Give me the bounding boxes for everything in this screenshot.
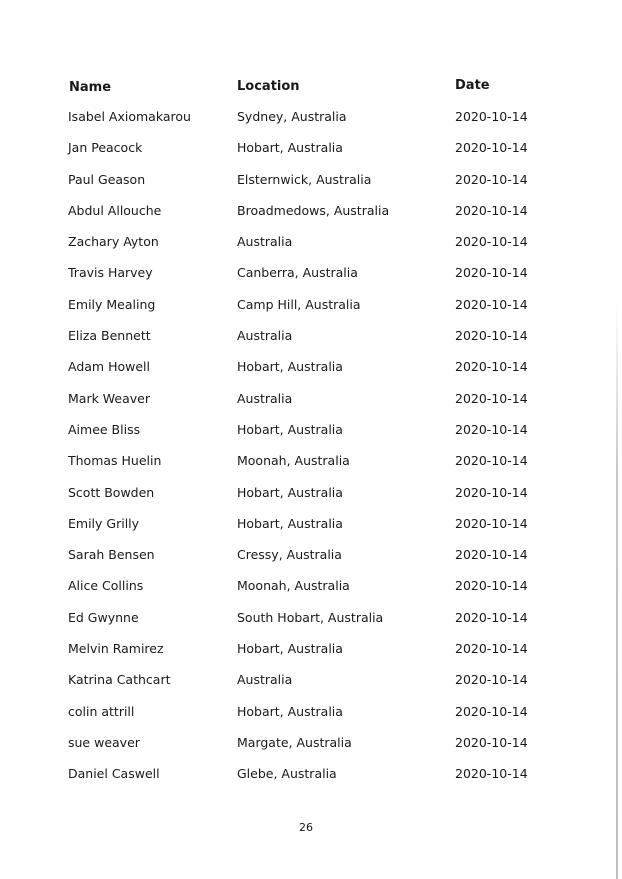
cell-name: Mark Weaver — [68, 390, 151, 406]
cell-name: Emily Mealing — [68, 296, 156, 312]
cell-location: Australia — [237, 672, 293, 688]
table-row — [0, 484, 622, 515]
cell-date: 2020-10-14 — [455, 328, 528, 344]
cell-date: 2020-10-14 — [455, 641, 528, 657]
cell-location: Broadmedows, Australia — [237, 202, 390, 218]
cell-location: Cressy, Australia — [237, 547, 342, 563]
cell-location: Elsternwick, Australia — [237, 171, 372, 187]
table-row — [0, 546, 622, 577]
table-row — [0, 233, 622, 264]
cell-location: Hobart, Australia — [237, 359, 343, 375]
cell-date: 2020-10-14 — [455, 484, 528, 500]
table-row — [0, 577, 622, 608]
table-row — [0, 171, 622, 202]
cell-location: Hobart, Australia — [237, 515, 343, 531]
cell-date: 2020-10-14 — [455, 421, 528, 437]
cell-date: 2020-10-14 — [455, 703, 528, 719]
cell-location: Margate, Australia — [237, 734, 352, 750]
table-row — [0, 139, 622, 170]
cell-name: Sarah Bensen — [68, 547, 155, 563]
cell-location: Hobart, Australia — [237, 421, 343, 437]
column-header-date: Date — [455, 78, 490, 93]
cell-name: colin attrill — [68, 703, 135, 719]
table-row — [0, 421, 622, 452]
cell-date: 2020-10-14 — [455, 390, 528, 406]
cell-location: South Hobart, Australia — [237, 609, 384, 625]
cell-date: 2020-10-14 — [455, 296, 528, 312]
cell-name: Emily Grilly — [68, 515, 140, 531]
table-row — [0, 108, 622, 139]
cell-date: 2020-10-14 — [455, 202, 528, 218]
cell-location: Hobart, Australia — [237, 703, 343, 719]
cell-date: 2020-10-14 — [455, 734, 528, 750]
table-row — [0, 515, 622, 546]
table-row — [0, 640, 622, 671]
cell-location: Sydney, Australia — [237, 109, 347, 124]
cell-date: 2020-10-14 — [455, 672, 528, 688]
cell-date: 2020-10-14 — [455, 359, 528, 375]
table-row — [0, 671, 622, 702]
table-row — [0, 327, 622, 358]
table-row — [0, 765, 622, 796]
cell-name: Katrina Cathcart — [68, 672, 171, 688]
cell-name: Scott Bowden — [68, 484, 155, 500]
cell-location: Hobart, Australia — [237, 484, 343, 500]
table-row — [0, 734, 622, 765]
cell-location: Camp Hill, Australia — [237, 296, 361, 312]
cell-date: 2020-10-14 — [455, 547, 528, 563]
cell-name: Alice Collins — [68, 578, 144, 594]
cell-name: Ed Gwynne — [68, 609, 139, 625]
cell-date: 2020-10-14 — [455, 515, 528, 531]
cell-date: 2020-10-14 — [455, 140, 528, 156]
page-number: 26 — [299, 821, 313, 834]
cell-date: 2020-10-14 — [455, 578, 528, 594]
cell-name: Abdul Allouche — [68, 202, 162, 218]
table-row — [0, 358, 622, 389]
cell-date: 2020-10-14 — [455, 234, 528, 250]
table-header — [0, 78, 622, 98]
table-row — [0, 296, 622, 327]
cell-location: Canberra, Australia — [237, 265, 358, 281]
table-row — [0, 264, 622, 295]
cell-location: Australia — [237, 328, 293, 344]
cell-date: 2020-10-14 — [455, 609, 528, 625]
cell-name: Isabel Axiomakarou — [68, 109, 191, 124]
cell-name: Thomas Huelin — [68, 453, 162, 469]
cell-name: Adam Howell — [68, 359, 150, 375]
table-row — [0, 609, 622, 640]
cell-location: Hobart, Australia — [237, 140, 343, 156]
cell-name: Eliza Bennett — [68, 328, 151, 344]
table-row — [0, 202, 622, 233]
cell-location: Moonah, Australia — [237, 453, 350, 469]
cell-name: Melvin Ramirez — [68, 641, 164, 657]
cell-name: Jan Peacock — [68, 140, 143, 156]
cell-location: Australia — [237, 390, 293, 406]
cell-date: 2020-10-14 — [455, 265, 528, 281]
cell-date: 2020-10-14 — [455, 171, 528, 187]
cell-name: sue weaver — [68, 734, 140, 750]
cell-date: 2020-10-14 — [455, 109, 528, 124]
cell-location: Hobart, Australia — [237, 641, 343, 657]
cell-location: Moonah, Australia — [237, 578, 350, 594]
cell-name: Aimee Bliss — [68, 421, 141, 437]
column-header-location: Location — [237, 79, 300, 94]
cell-name: Zachary Ayton — [68, 234, 159, 250]
cell-name: Daniel Caswell — [68, 766, 160, 782]
cell-date: 2020-10-14 — [455, 453, 528, 469]
table-row — [0, 390, 622, 421]
cell-name: Paul Geason — [68, 171, 146, 187]
table-body — [0, 108, 622, 797]
column-header-name: Name — [69, 80, 112, 95]
cell-location: Glebe, Australia — [237, 766, 337, 782]
cell-date: 2020-10-14 — [455, 766, 528, 782]
cell-location: Australia — [237, 234, 293, 250]
cell-name: Travis Harvey — [68, 265, 153, 281]
table-row — [0, 452, 622, 483]
table-row — [0, 703, 622, 734]
